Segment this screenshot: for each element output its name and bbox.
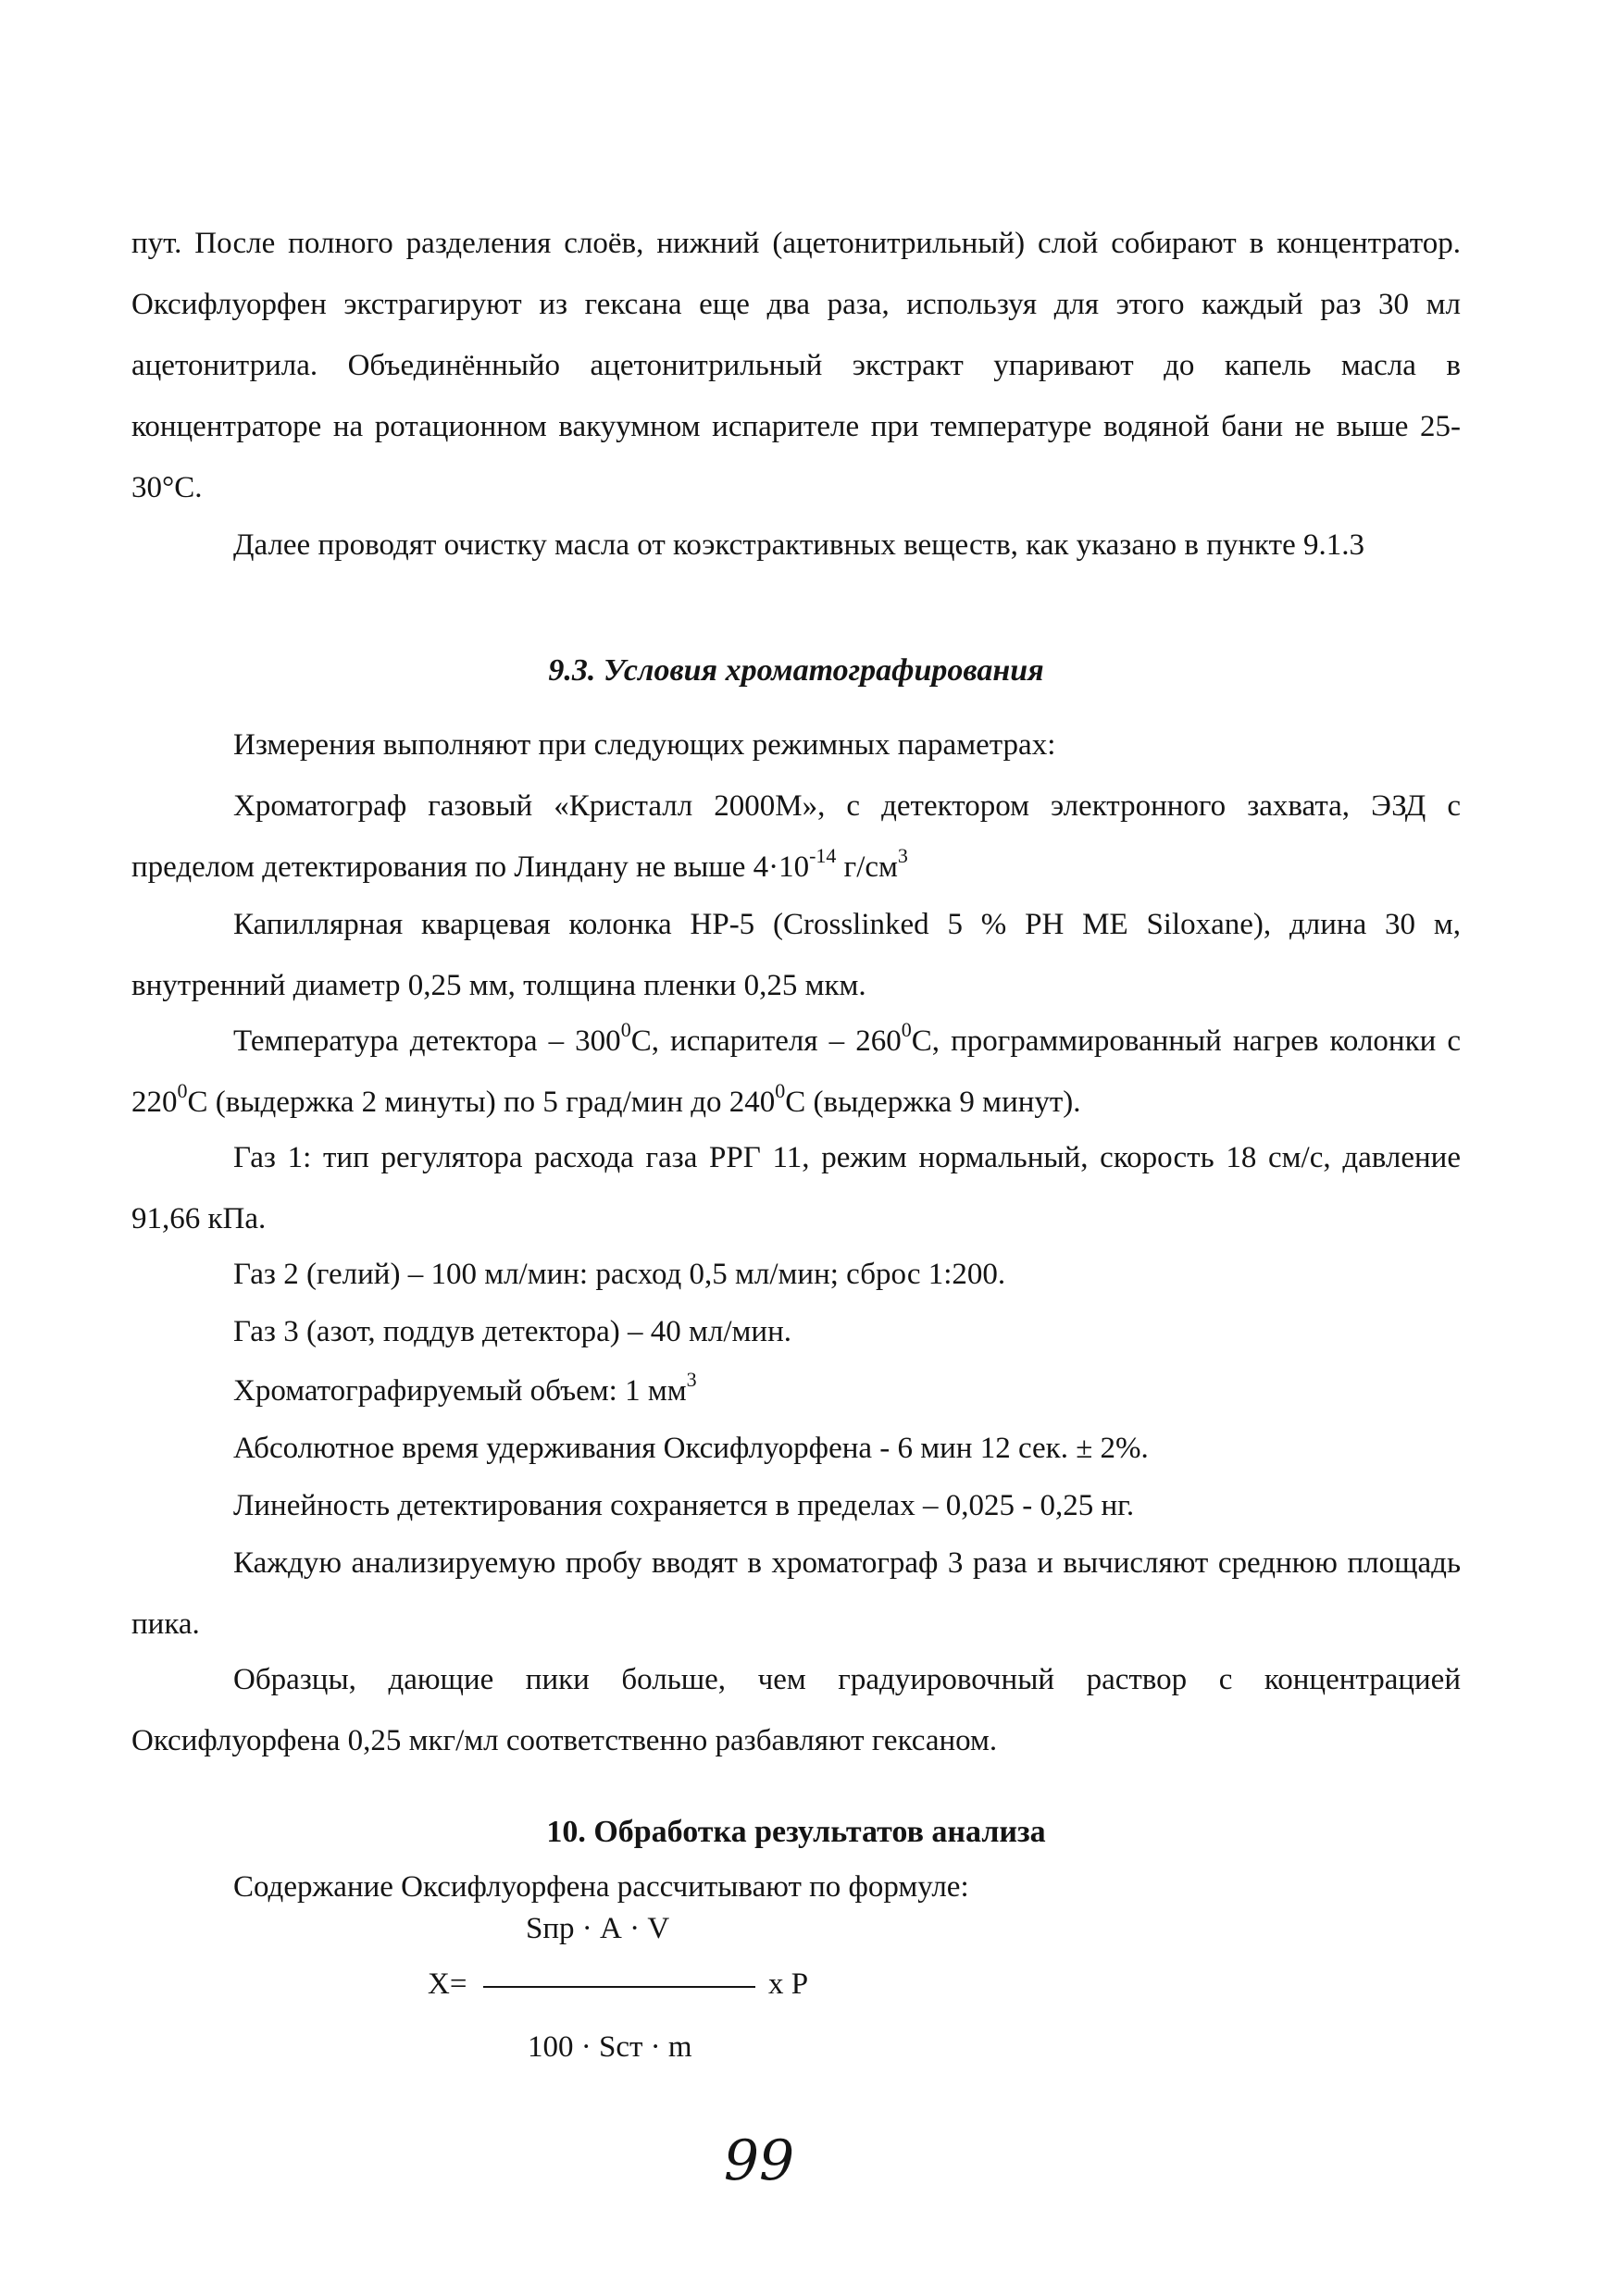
paragraph-injection: Каждую анализируемую пробу вводят в хроматограф 3 раза и вычисляют среднюю площадь пика.: [131, 1546, 1461, 1641]
paragraph-column: Капиллярная кварцевая колонка HP-5 (Crosslinked 5 % PH ME Siloxane), длина 30 м, внутренний диаметр 0,25 мм, толщина пленки 0,25 мкм.: [131, 908, 1461, 1002]
paragraph-cleanup: Далее проводят очистку масла от коэкстрактивных веществ, как указано в пункте 9.1.3: [233, 528, 1364, 562]
temp-text-1: Температура детектора – 300: [233, 1024, 621, 1058]
page-number: 99: [723, 2128, 795, 2193]
temp-text-5: С (выдержка 9 минут).: [785, 1086, 1081, 1119]
paragraph-temperature: [131, 1011, 1461, 1133]
temp-text-4: С (выдержка 2 минуты) по 5 град/мин до 240: [187, 1086, 776, 1119]
chromatograph-unit-exponent: 3: [897, 844, 908, 867]
degree-sup-4: 0: [775, 1079, 786, 1102]
degree-sup-2: 0: [901, 1018, 912, 1041]
formula-lhs: Х=: [428, 1967, 467, 2001]
section-9-3-title: 9.3. Условия хроматографирования: [548, 653, 1044, 688]
paragraph-linearity: Линейность детектирования сохраняется в пределах – 0,025 - 0,25 нг.: [233, 1489, 1135, 1522]
chromatograph-unit: г/см: [836, 850, 898, 884]
section-10-title: 10. Обработка результатов анализа: [546, 1815, 1046, 1849]
paragraph-volume: [131, 1360, 1461, 1421]
formula-numerator: Sпр · А · V: [526, 1912, 670, 1945]
volume-exponent: 3: [686, 1368, 697, 1391]
temp-text-3: С, программированный нагрев колонки с 220: [131, 1024, 1462, 1119]
formula-denominator: 100 · Sст · m: [528, 2030, 692, 2064]
paragraph-measurement-intro: Измерения выполняют при следующих режимных параметрах:: [233, 728, 1056, 762]
paragraph-gas-1: Газ 1: тип регулятора расхода газа РРГ 11, режим нормальный, скорость 18 см/с, давление 91,66 кПа.: [131, 1141, 1461, 1235]
paragraph-gas-3: Газ 3 (азот, поддув детектора) – 40 мл/мин.: [233, 1315, 791, 1348]
temp-text-2: С, испарителя – 260: [630, 1024, 902, 1058]
paragraph-gas-2: Газ 2 (гелий) – 100 мл/мин: расход 0,5 мл/мин; сброс 1:200.: [233, 1258, 1006, 1291]
paragraph-dilution: Образцы, дающие пики больше, чем градуировочный раствор с концентрацией Оксифлуорфена 0,25 мкг/мл соответственно разбавляют гексаном.: [131, 1663, 1461, 1757]
chromatograph-exponent: -14: [809, 844, 837, 867]
volume-text: Хроматографируемый объем: 1 мм: [233, 1374, 687, 1408]
degree-sup-1: 0: [620, 1018, 631, 1041]
fraction-bar: [483, 1986, 755, 1988]
paragraph-chromatograph: [131, 776, 1461, 898]
paragraph-extraction: пут. После полного разделения слоёв, нижний (ацетонитрильный) слой собирают в концентратор. Оксифлуорфен экстрагируют из гексана еще два раза, используя для этого каждый раз 30 мл ацетонитрила. Объединённыйо ацетонитрильный экстракт упаривают до капель масла в концентраторе на ротационном вакуумном испарителе при температуре водяной бани не выше 25-30°С.: [131, 227, 1461, 504]
paragraph-formula-intro: Содержание Оксифлуорфена рассчитывают по формуле:: [233, 1870, 969, 1904]
degree-sup-3: 0: [177, 1079, 188, 1102]
chromatograph-text: Хроматограф газовый «Кристалл 2000М», с детектором электронного захвата, ЭЗД с пределом детектирования по Линдану не выше 4·10: [131, 789, 1461, 884]
paragraph-retention: Абсолютное время удерживания Оксифлуорфена - 6 мин 12 сек. ± 2%.: [233, 1432, 1149, 1465]
formula-rhs: х Р: [768, 1967, 809, 2001]
